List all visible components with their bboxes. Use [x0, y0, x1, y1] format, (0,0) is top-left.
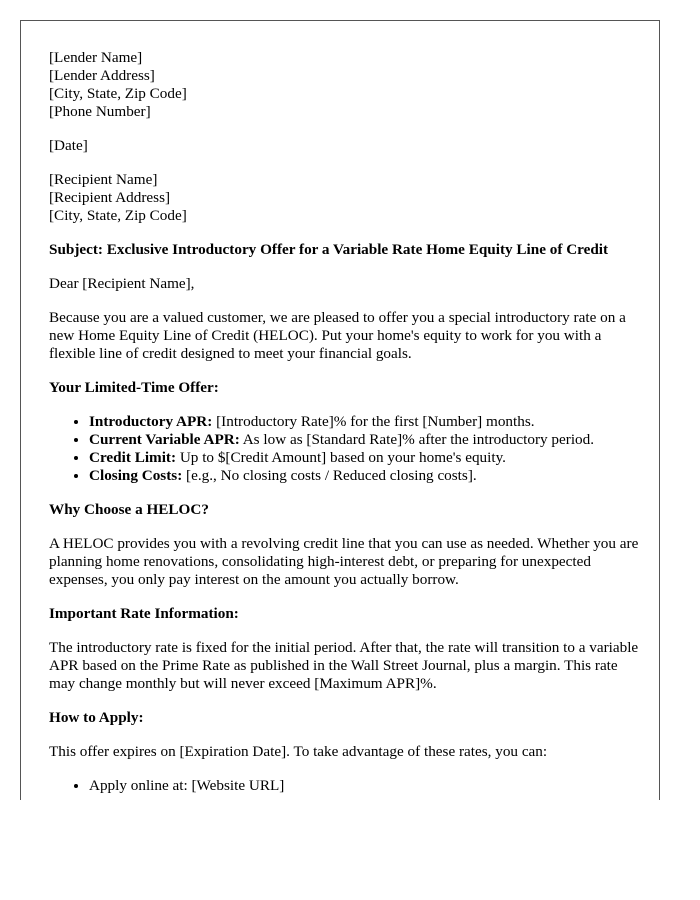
letter-date — [49, 137, 639, 155]
offer-item-label: Credit Limit: — [89, 449, 177, 466]
rate-heading: Important Rate Information: — [49, 605, 239, 622]
offer-item-intro-apr — [89, 413, 639, 431]
offer-item-text: [Introductory Rate]% for the first [Number] months. — [212, 413, 535, 430]
apply-item-online: • Apply online at: [Website URL] — [89, 777, 639, 795]
sender-city-state-zip: [City, State, Zip Code] — [49, 85, 187, 102]
offer-heading: Your Limited-Time Offer: — [49, 379, 219, 396]
offer-item-variable-apr — [89, 431, 639, 449]
rate-paragraph: The introductory rate is fixed for the initial period. After that, the rate will transition to a variable APR based on the Prime Rate as published in the Wall Street Journal, plus a margin. This rate may change monthly but will never exceed [Maximum APR]%. — [49, 639, 639, 692]
recipient-name: [Recipient Name] — [49, 171, 158, 188]
subject-line: Subject: Exclusive Introductory Offer for a Variable Rate Home Equity Line of Credit — [49, 241, 609, 258]
letter-body — [49, 49, 639, 800]
recipient-address: [Recipient Address] — [49, 189, 171, 206]
offer-item-label: Current Variable APR: — [89, 431, 240, 448]
offer-list — [49, 413, 639, 485]
recipient-address-block — [49, 171, 639, 225]
offer-item-label: Closing Costs: — [89, 467, 183, 484]
sender-name: [Lender Name] — [49, 49, 143, 66]
apply-paragraph: This offer expires on [Expiration Date]. To take advantage of these rates, you can: — [49, 743, 548, 760]
offer-item-closing-costs — [89, 467, 639, 485]
apply-heading: How to Apply: — [49, 709, 144, 726]
offer-item-text: Up to $[Credit Amount] based on your home's equity. — [176, 449, 506, 466]
offer-item-text: As low as [Standard Rate]% after the introductory period. — [239, 431, 595, 448]
sender-address-block — [49, 49, 639, 121]
sender-phone: [Phone Number] — [49, 103, 151, 120]
recipient-city-state-zip: [City, State, Zip Code] — [49, 207, 187, 224]
sender-address: [Lender Address] — [49, 67, 155, 84]
apply-list — [49, 777, 639, 795]
intro-paragraph: Because you are a valued customer, we are pleased to offer you a special introductory rate on a new Home Equity Line of Credit (HELOC). Put your home's equity to work for you with a flexible line of credit designed to meet your financial goals. — [49, 309, 626, 362]
salutation: Dear [Recipient Name], — [49, 275, 195, 292]
why-heading: Why Choose a HELOC? — [49, 501, 209, 518]
letter-page — [20, 20, 660, 800]
why-paragraph: A HELOC provides you with a revolving credit line that you can use as needed. Whether you are planning home renovations, consolidating high-interest debt, or preparing for unexpected expenses, you only pay interest on the amount you actually borrow. — [49, 535, 639, 588]
offer-item-text: [e.g., No closing costs / Reduced closing costs]. — [182, 467, 477, 484]
date-text: [Date] — [49, 137, 88, 154]
offer-item-label: Introductory APR: — [89, 413, 213, 430]
offer-item-credit-limit — [89, 449, 639, 467]
